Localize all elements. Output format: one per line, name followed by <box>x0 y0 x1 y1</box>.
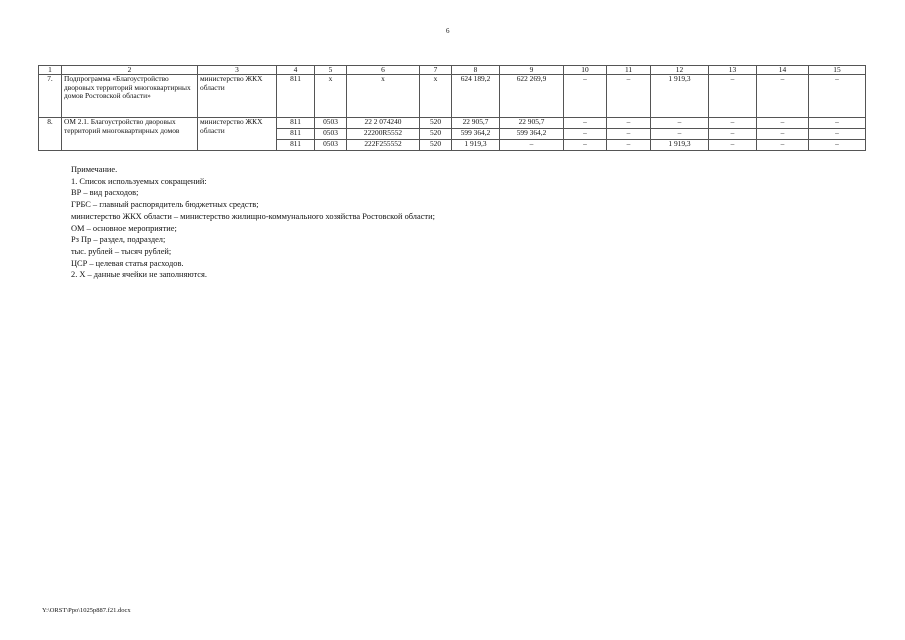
note-line: 2. Х – данные ячейки не заполняются. <box>71 270 207 280</box>
rzpr-code: 0503 <box>315 118 347 129</box>
header-cell: 12 <box>651 66 709 75</box>
subprogram-name: Подпрограмма «Благоустройство дворовых территорий многоквартирных домов Ростовской области» <box>62 75 198 118</box>
csr-code: 222F255552 <box>347 140 420 151</box>
header-cell: 10 <box>564 66 607 75</box>
header-row <box>39 66 866 75</box>
row-number: 7. <box>39 75 62 118</box>
value-cell: 22 905,7 <box>452 118 500 129</box>
value-cell: – <box>607 129 651 140</box>
value-cell: – <box>651 129 709 140</box>
value-cell: – <box>709 75 757 118</box>
header-cell: 3 <box>198 66 277 75</box>
header-cell: 7 <box>420 66 452 75</box>
value-cell: – <box>757 118 809 129</box>
header-cell: 5 <box>315 66 347 75</box>
grbs-name: министерство ЖКХ области <box>198 118 277 151</box>
header-cell: 6 <box>347 66 420 75</box>
note-line: Рз Пр – раздел, подраздел; <box>71 235 166 245</box>
value-cell: – <box>500 140 564 151</box>
measure-name: ОМ 2.1. Благоустройство дворовых территорий многоквартирных домов <box>62 118 198 151</box>
value-cell: 599 364,2 <box>452 129 500 140</box>
rzpr-code: 0503 <box>315 140 347 151</box>
value-cell: – <box>564 118 607 129</box>
header-cell: 1 <box>39 66 62 75</box>
value-cell: – <box>607 118 651 129</box>
note-line: ЦСР – целевая статья расходов. <box>71 258 184 268</box>
value-cell: – <box>809 118 866 129</box>
note-line: ГРБС – главный распорядитель бюджетных средств; <box>71 200 259 210</box>
value-cell: – <box>709 118 757 129</box>
value-cell: – <box>809 75 866 118</box>
vr-code: x <box>420 75 452 118</box>
notes-title: Примечание. <box>71 165 118 174</box>
value-cell: – <box>709 140 757 151</box>
value-cell: – <box>564 75 607 118</box>
value-cell: – <box>607 75 651 118</box>
header-cell: 9 <box>500 66 564 75</box>
note-line: 1. Список используемых сокращений: <box>71 176 207 186</box>
budget-table <box>38 65 866 151</box>
grbs-name: министерство ЖКХ области <box>198 75 277 118</box>
value-cell: – <box>757 140 809 151</box>
header-cell: 8 <box>452 66 500 75</box>
value-cell: – <box>757 129 809 140</box>
grbs-code: 811 <box>277 129 315 140</box>
value-cell: – <box>709 129 757 140</box>
value-cell: – <box>564 140 607 151</box>
value-cell: – <box>809 140 866 151</box>
grbs-code: 811 <box>277 140 315 151</box>
table-row-7 <box>39 75 866 118</box>
note-line: ОМ – основное мероприятие; <box>71 223 177 233</box>
header-cell: 4 <box>277 66 315 75</box>
value-cell: – <box>757 75 809 118</box>
value-cell: 599 364,2 <box>500 129 564 140</box>
value-cell: 22 905,7 <box>500 118 564 129</box>
value-cell: 622 269,9 <box>500 75 564 118</box>
csr-code: 22200R5552 <box>347 129 420 140</box>
header-cell: 15 <box>809 66 866 75</box>
note-line: ВР – вид расходов; <box>71 188 139 198</box>
header-cell: 13 <box>709 66 757 75</box>
header-cell: 2 <box>62 66 198 75</box>
csr-code: 22 2 074240 <box>347 118 420 129</box>
table-row-8 <box>39 118 866 129</box>
footer-file-path: Y:\ORST\Ppo\1025p887.f21.docx <box>42 607 131 614</box>
note-line: тыс. рублей – тысяч рублей; <box>71 246 172 256</box>
page-number: 6 <box>446 27 450 35</box>
rzpr-code: x <box>315 75 347 118</box>
value-cell: 1 919,3 <box>651 140 709 151</box>
value-cell: – <box>607 140 651 151</box>
value-cell: 624 189,2 <box>452 75 500 118</box>
header-cell: 11 <box>607 66 651 75</box>
value-cell: – <box>564 129 607 140</box>
value-cell: 1 919,3 <box>651 75 709 118</box>
csr-code: x <box>347 75 420 118</box>
value-cell: – <box>809 129 866 140</box>
vr-code: 520 <box>420 140 452 151</box>
note-line: министерство ЖКХ области – министерство жилищно-коммунального хозяйства Ростовской области; <box>71 211 435 221</box>
header-cell: 14 <box>757 66 809 75</box>
rzpr-code: 0503 <box>315 129 347 140</box>
row-number: 8. <box>39 118 62 151</box>
grbs-code: 811 <box>277 75 315 118</box>
vr-code: 520 <box>420 118 452 129</box>
value-cell: – <box>651 118 709 129</box>
value-cell: 1 919,3 <box>452 140 500 151</box>
grbs-code: 811 <box>277 118 315 129</box>
vr-code: 520 <box>420 129 452 140</box>
notes-block <box>71 164 435 281</box>
